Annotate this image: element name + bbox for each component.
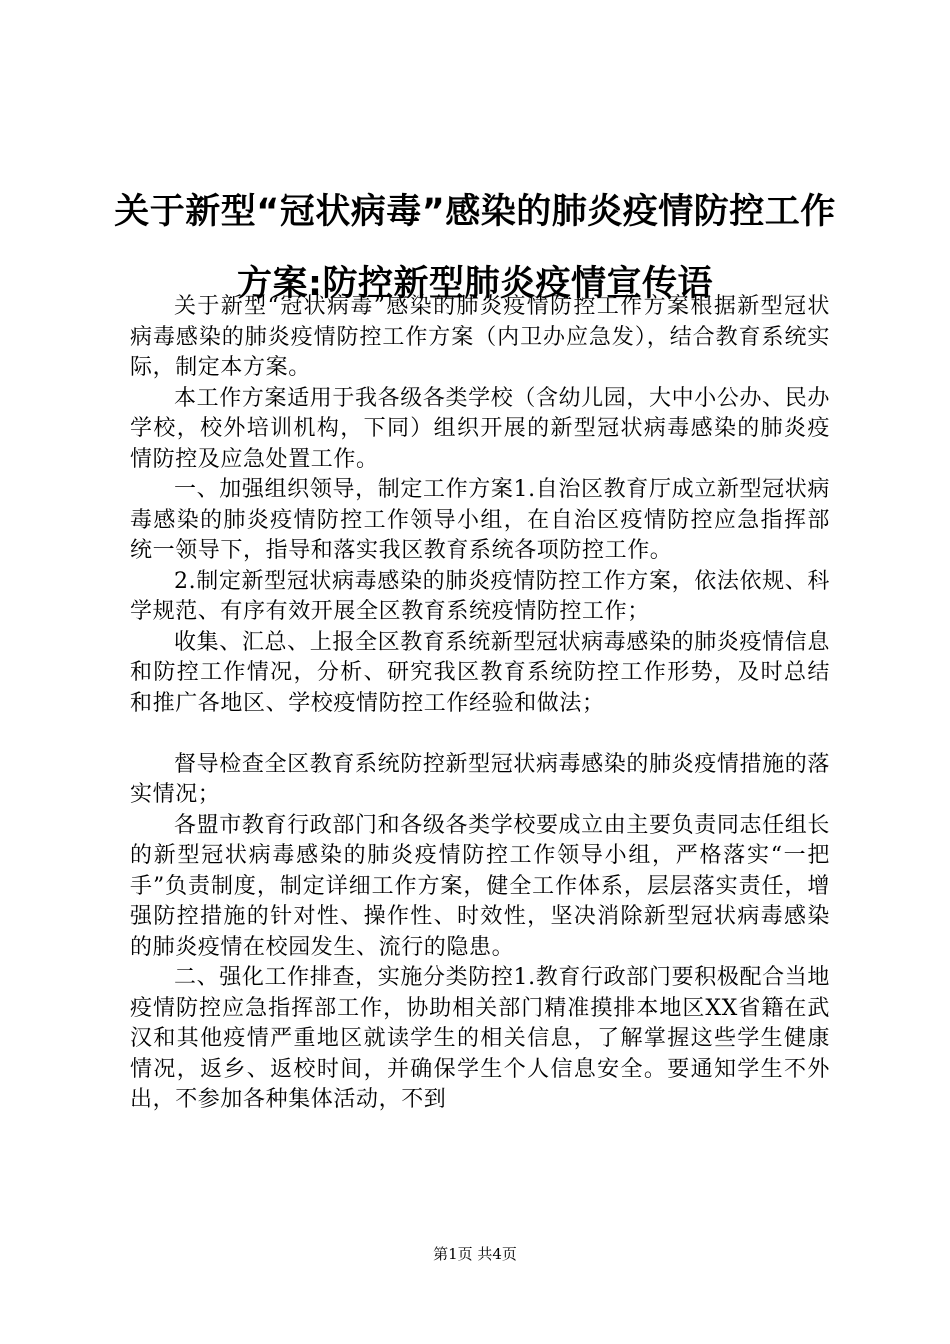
paragraph-spacer	[130, 719, 830, 750]
paragraph-section-1: 一、加强组织领导，制定工作方案1.自治区教育厅成立新型冠状病毒感染的肺炎疫情防控工作领导小组，在自治区疫情防控应急指挥部统一领导下，指导和落实我区教育系统各项防控工作。	[130, 477, 830, 563]
document-title: 关于新型“冠状病毒”感染的肺炎疫情防控工作方案:防控新型肺炎疫情宣传语	[114, 192, 836, 304]
page-footer: 第1页 共4页	[433, 1245, 517, 1263]
paragraph-intro: 关于新型“冠状病毒”感染的肺炎疫情防控工作方案根据新型冠状病毒感染的肺炎疫情防控工作方案（内卫办应急发），结合教育系统实际，制定本方案。	[130, 294, 830, 380]
paragraph-supervise: 督导检查全区教育系统防控新型冠状病毒感染的肺炎疫情措施的落实情况；	[130, 751, 830, 807]
paragraph-item-2: 2.制定新型冠状病毒感染的肺炎疫情防控工作方案，依法依规、科学规范、有序有效开展全区教育系统疫情防控工作；	[130, 568, 830, 624]
paragraph-scope: 本工作方案适用于我各级各类学校（含幼儿园，大中小公办、民办学校，校外培训机构，下同）组织开展的新型冠状病毒感染的肺炎疫情防控及应急处置工作。	[130, 385, 830, 472]
paragraph-section-2: 二、强化工作排查，实施分类防控1.教育行政部门要积极配合当地疫情防控应急指挥部工作，协助相关部门精准摸排本地区XX省籍在武汉和其他疫情严重地区就读学生的相关信息，了解掌握这些学生健康情况，返乡、返校时间，并确保学生个人信息安全。要通知学生不外出，不参加各种集体活动，不到	[130, 965, 830, 1112]
paragraph-leagues: 各盟市教育行政部门和各级各类学校要成立由主要负责同志任组长的新型冠状病毒感染的肺炎疫情防控工作领导小组，严格落实“一把手”负责制度，制定详细工作方案，健全工作体系，层层落实责任，增强防控措施的针对性、操作性、时效性，坚决消除新型冠状病毒感染的肺炎疫情在校园发生、流行的隐患。	[130, 812, 830, 960]
document-body	[130, 292, 830, 1116]
paragraph-collect: 收集、汇总、上报全区教育系统新型冠状病毒感染的肺炎疫情信息和防控工作情况，分析、研究我区教育系统防控工作形势，及时总结和推广各地区、学校疫情防控工作经验和做法；	[130, 629, 830, 716]
